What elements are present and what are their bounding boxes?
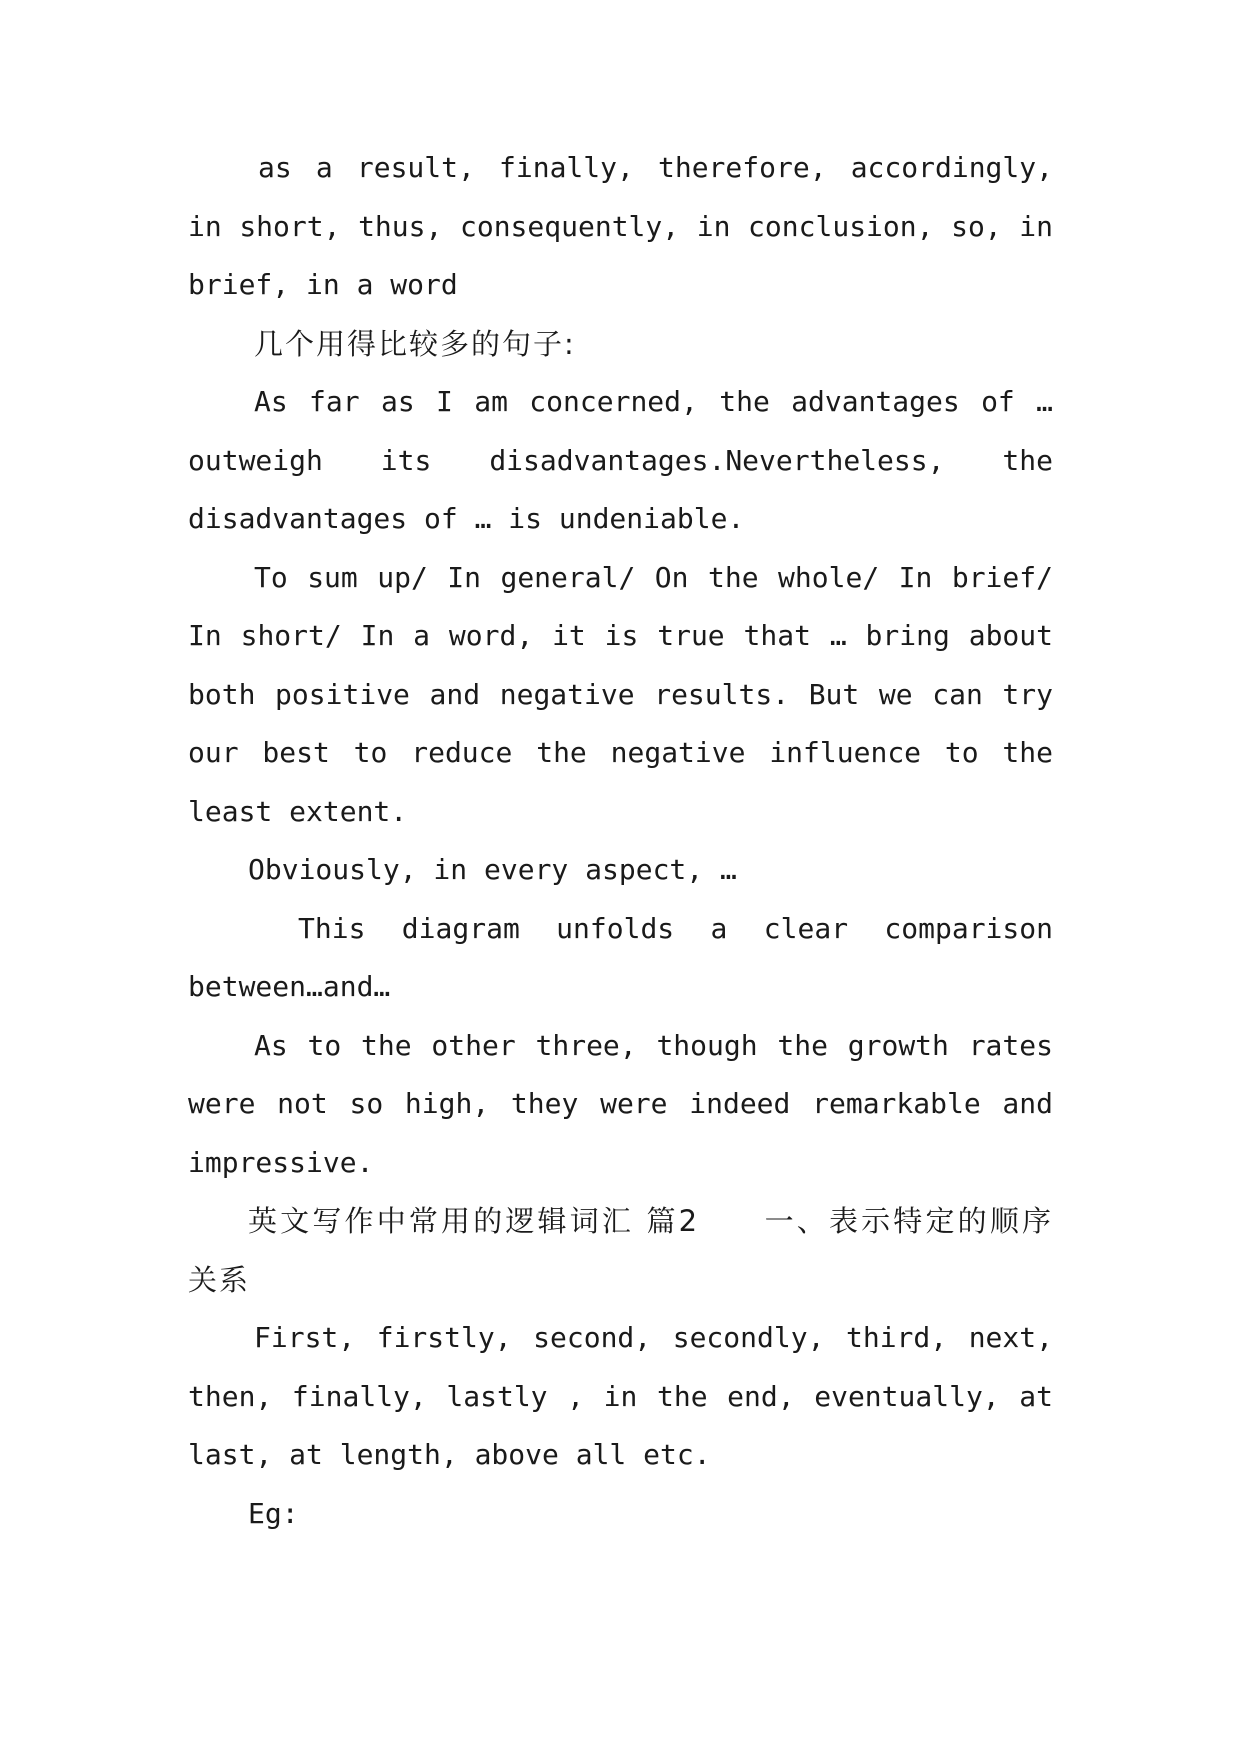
document-body xyxy=(188,139,1053,1543)
paragraph-eg: Eg: xyxy=(248,1496,299,1530)
paragraph-order-words: First, firstly, second, secondly, third, next, then, finally, lastly , in the end, eventually, at last, at length, above all etc. xyxy=(188,1321,1053,1471)
paragraph-sentences-heading: 几个用得比较多的句子: xyxy=(254,326,576,361)
paragraph-diagram: This diagram unfolds a clear comparison between…and… xyxy=(188,911,1053,1003)
paragraph-sum-up: To sum up/ In general/ On the whole/ In brief/ In short/ In a word, it is true that … bring about both positive and negative results. But we can try our best to reduce the negative influence to the least extent. xyxy=(188,560,1053,828)
paragraph-advantages: As far as I am concerned, the advantages of … outweigh its disadvantages.Nevertheless, the disadvantages of … is undeniable. xyxy=(188,385,1053,535)
paragraph-obviously: Obviously, in every aspect, … xyxy=(248,853,737,886)
paragraph-summary-words: as a result, finally, therefore, accordingly, in short, thus, consequently, in conclusion, so, in brief, in a word xyxy=(188,151,1053,301)
paragraph-growth-rates: As to the other three, though the growth rates were not so high, they were indeed remarkable and impressive. xyxy=(188,1028,1053,1179)
section-heading-order: 英文写作中常用的逻辑词汇 篇2 一、表示特定的顺序关系 xyxy=(188,1204,1053,1297)
